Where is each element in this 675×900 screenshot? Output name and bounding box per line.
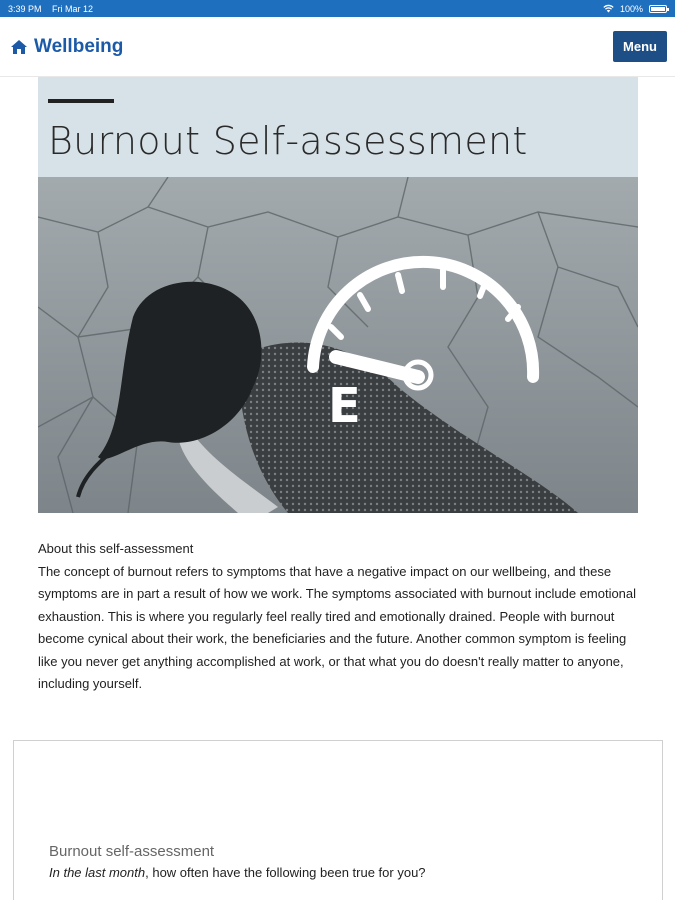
battery-percent: 100% (619, 3, 643, 14)
question-emphasis: In the last month (49, 865, 146, 880)
battery-icon (649, 5, 667, 13)
status-date: Fri Mar 12 (52, 3, 94, 14)
status-left (8, 4, 101, 14)
page-title: Burnout Self-assessment (48, 119, 528, 163)
home-icon (10, 39, 28, 55)
title-rule (48, 99, 114, 103)
svg-text:E: E (328, 378, 361, 434)
status-bar (0, 0, 675, 17)
assessment-question (49, 865, 426, 880)
battery-fill (651, 7, 665, 11)
status-time: 3:39 PM (8, 3, 42, 14)
wifi-icon (603, 4, 614, 13)
brand-link[interactable] (10, 36, 123, 58)
assessment-card (13, 740, 663, 900)
about-heading: About this self-assessment (38, 541, 194, 556)
menu-button[interactable]: Menu (613, 31, 667, 62)
about-body: The concept of burnout refers to symptoms that have a negative impact on our wellbeing, and these symptoms are in part a result of how we work. The symptoms associated with burnout include emotional exhaustion. This is where you regularly feel really tired and emotionally drained. People with burnout become cynical about their work, the beneficiaries and the future. Another common symptom is feeling like you never get anything accomplished at work, or that what you do doesn't really matter to anyone, including yourself. (38, 563, 637, 691)
assessment-title: Burnout self-assessment (49, 843, 215, 860)
hero-image (38, 177, 638, 513)
nav-bar (0, 17, 675, 77)
question-text: , how often have the following been true for you? (145, 865, 426, 880)
status-right (603, 4, 667, 14)
brand-label: Wellbeing (34, 35, 124, 57)
title-block (38, 77, 638, 177)
about-section (38, 538, 638, 696)
